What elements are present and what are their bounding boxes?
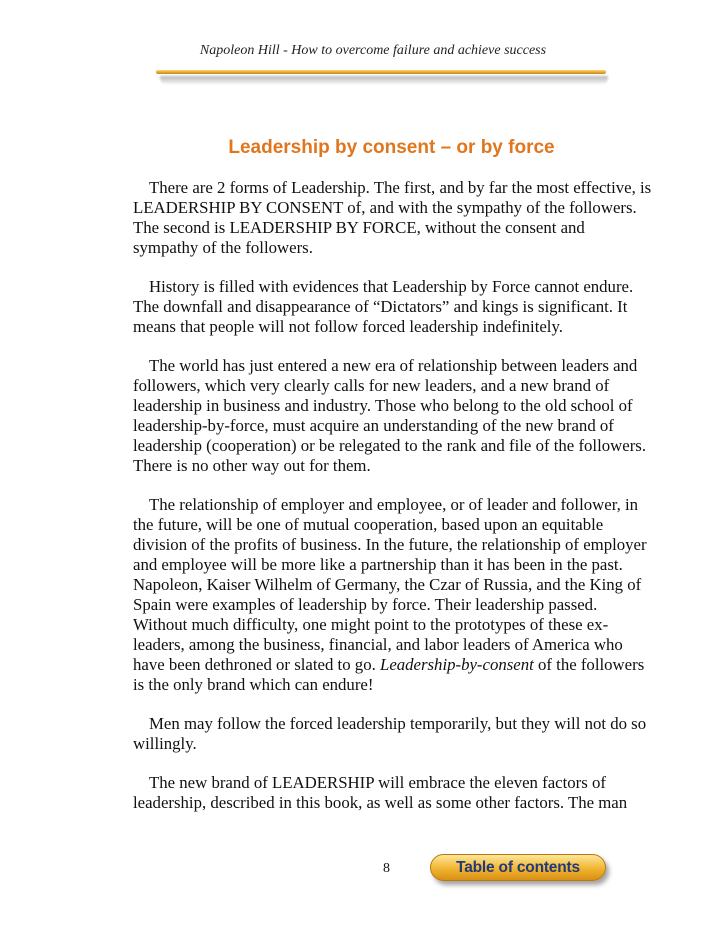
page-number: 8 [383,861,390,876]
paragraph-4-text-end: of the followers is the only brand which can endure! [133,655,645,694]
paragraph-1 [133,178,653,258]
paragraph-5 [133,714,653,754]
paragraph-5-text: Men may follow the forced leadership temporarily, but they will not do so willingly. [133,714,647,753]
paragraph-2 [133,277,653,337]
paragraph-3-text: The world has just entered a new era of relationship between leaders and followers, which very clearly calls for new leaders, and a new brand of leadership in business and industry. Those who belong to the old school of leadership-by-force, must acquire an understanding of the new brand of leadership (cooperation) or be relegated to the rank and file of the followers. There is no other way out for them. [133,356,647,475]
header-rule [156,70,606,74]
paragraph-6-text: The new brand of LEADERSHIP will embrace the eleven factors of leadership, described in this book, as well as some other factors. The man [133,773,628,812]
header-rule-shadow [160,76,608,84]
paragraph-2-text: History is filled with evidences that Leadership by Force cannot endure. The downfall and disappearance of “Dictators” and kings is significant. It means that people will not follow forced leadership indefinitely. [133,277,634,336]
paragraph-4 [133,495,653,695]
table-of-contents-button[interactable]: Table of contents [430,854,606,881]
body-text [133,178,653,832]
paragraph-3 [133,356,653,476]
paragraph-1-text: There are 2 forms of Leadership. The first, and by far the most effective, is LEADERSHIP BY CONSENT of, and with the sympathy of the followers. The second is LEADERSHIP BY FORCE, without the consent and sympathy of the followers. [133,178,652,257]
paragraph-6 [133,773,653,813]
running-header: Napoleon Hill - How to overcome failure and achieve success [199,43,547,58]
paragraph-4-emphasis: Leadership-by-consent [379,655,534,674]
paragraph-4-text: The relationship of employer and employee, or of leader and follower, in the future, will be one of mutual cooperation, based upon an equitable division of the profits of business. In the future, the relationship of employer and employee will be more like a partnership than it has been in the past. Napoleon, Kaiser Wilhelm of Germany, the Czar of Russia, and the King of Spain were examples of leadership by force. Their leadership passed. Without much difficulty, one might point to the prototypes of these ex-leaders, among the business, financial, and labor leaders of America who have been dethroned or slated to go. [133,495,647,674]
chapter-title: Leadership by consent – or by force [228,137,555,158]
